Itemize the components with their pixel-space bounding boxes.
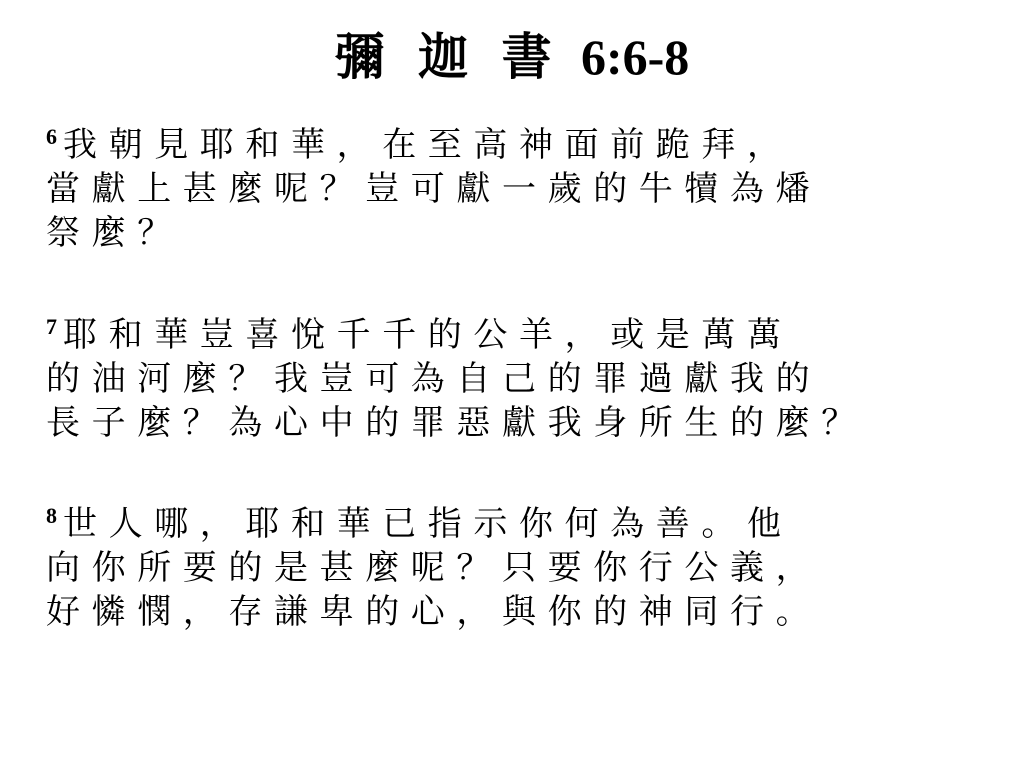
verse-number: 7 bbox=[46, 314, 57, 339]
verse-7 bbox=[46, 313, 996, 445]
chapter-verse-reference: 6:6-8 bbox=[580, 29, 690, 85]
verse-line bbox=[46, 123, 996, 167]
verse-6 bbox=[46, 123, 996, 255]
verse-line: 好憐憫，存謙卑的心，與你的神同行。 bbox=[46, 592, 822, 632]
verse-line: 當獻上甚麼呢？豈可獻一歲的牛犢為燔 bbox=[46, 169, 822, 209]
verse-line: 祭麼？ bbox=[46, 213, 183, 253]
verse-text: 我朝見耶和華，在至高神面前跪拜， bbox=[63, 125, 793, 165]
verse-number: 8 bbox=[46, 503, 57, 528]
verse-line bbox=[46, 502, 996, 546]
verse-text: 世人哪，耶和華已指示你何為善。他 bbox=[63, 504, 793, 544]
verse-line bbox=[46, 313, 996, 357]
slide-title bbox=[0, 22, 1024, 92]
verse-line: 長子麼？為心中的罪惡獻我身所生的麼？ bbox=[46, 403, 867, 443]
verse-line: 向你所要的是甚麼呢？只要你行公義， bbox=[46, 548, 822, 588]
verse-text: 耶和華豈喜悅千千的公羊，或是萬萬 bbox=[63, 315, 793, 355]
verse-8 bbox=[46, 502, 996, 634]
verse-line: 的油河麼？我豈可為自己的罪過獻我的 bbox=[46, 359, 822, 399]
verse-number: 6 bbox=[46, 124, 57, 149]
book-name: 彌 迦 書 bbox=[334, 27, 560, 86]
